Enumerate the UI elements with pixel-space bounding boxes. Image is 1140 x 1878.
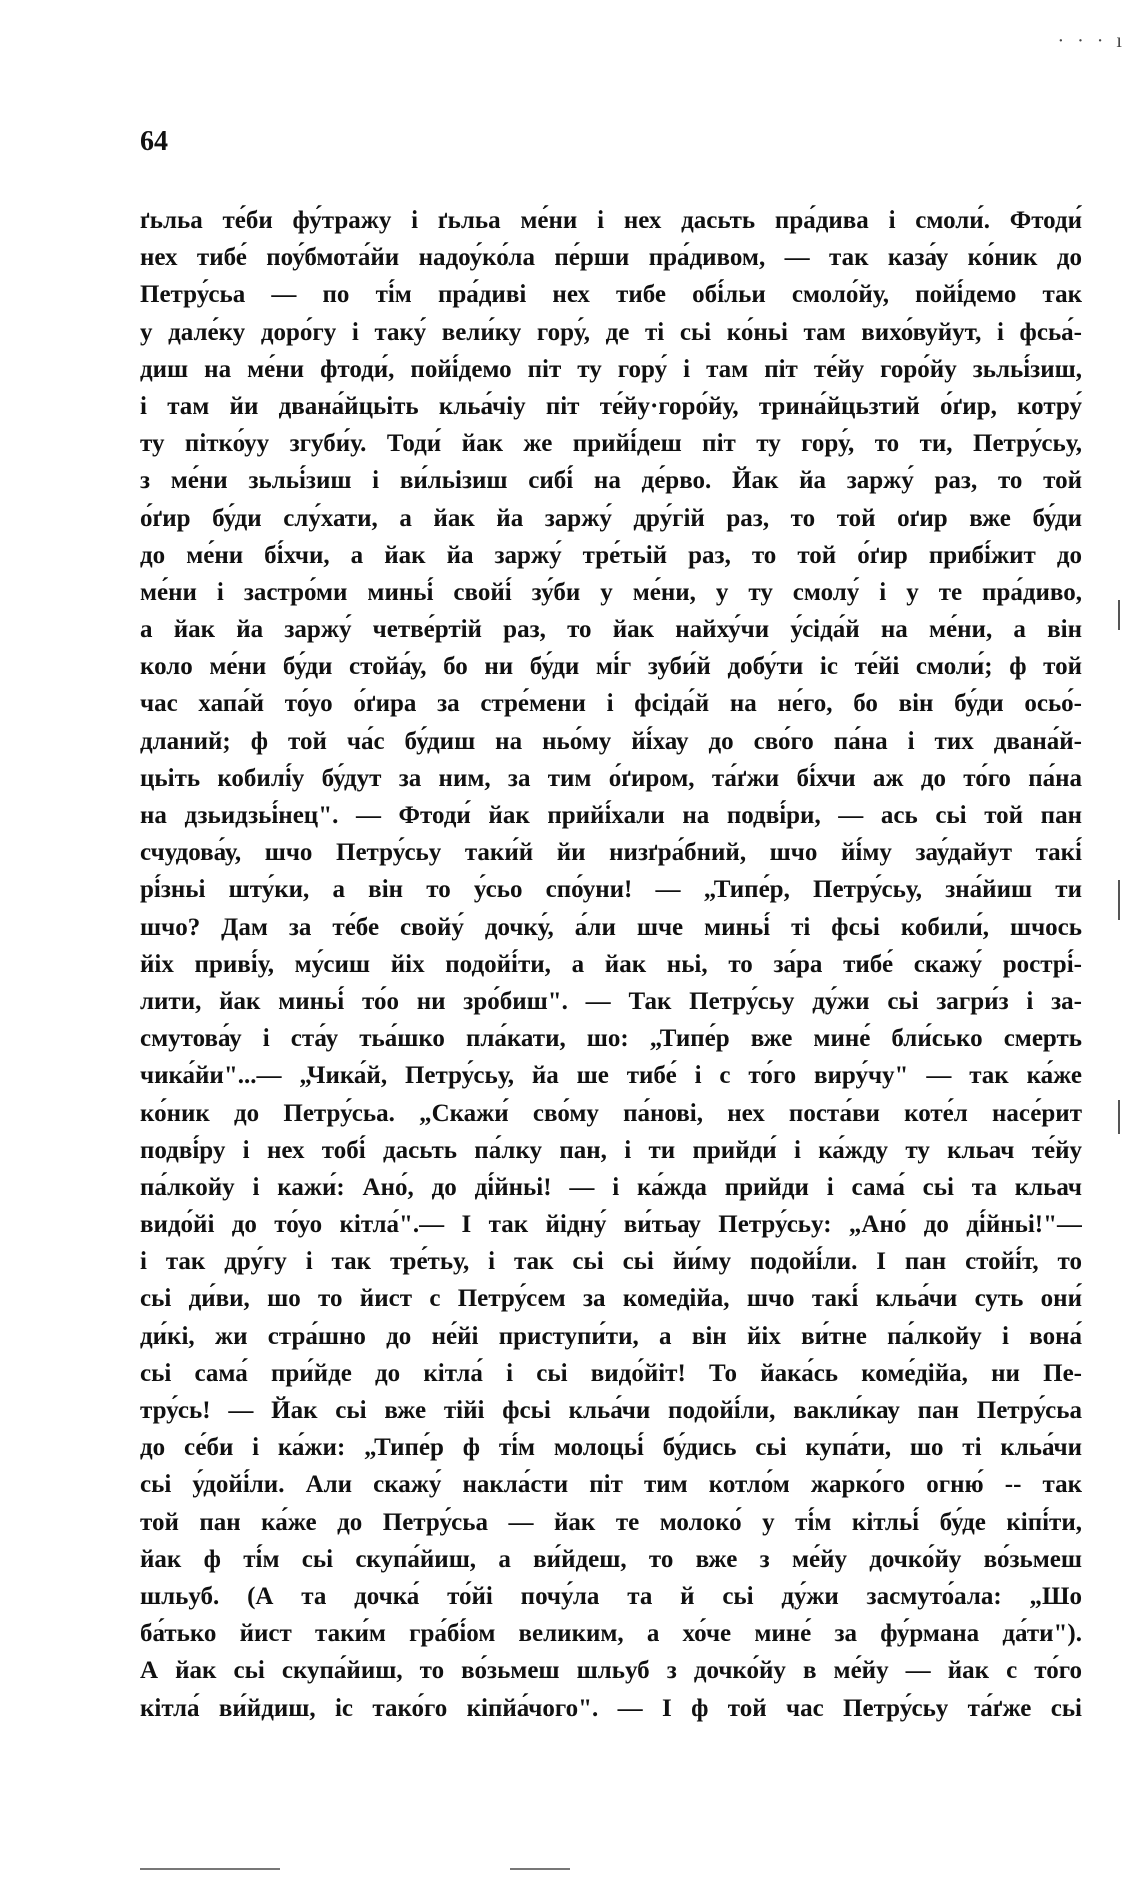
text-line: ба́тько йист таки́м гра́бі́ом великим, а хо́че мине́ за фу́рмана да́ти"). (140, 1620, 1082, 1648)
text-line: коло ме́ни бу́ди стойа́у, бо ни бу́ди мі́г зуби́й добу́ти іс те́йі смоли́; ф той (140, 653, 1082, 681)
text-line: у дале́ку доро́гу і таку́ вели́ку гору́, де ті сьі ко́ньі там вихо́вуйут, і фсьа́- (140, 318, 1082, 346)
text-line: ме́ни і застро́ми миньі́ свойі́ зу́би у ме́ни, у ту смолу́ і у те пра́диво, (140, 578, 1082, 606)
text-line: па́лкойу і кажи́: Ано́, до ді́йньі! — і ка́жда прийди і сама́ сьі та кльач (140, 1173, 1082, 1201)
text-line: дланий; ф той ча́с бу́диш на ньо́му йі́хау до сво́го па́на і тих двана́й- (140, 727, 1082, 755)
text-line: Петру́сьа — по ті́м пра́диві нех тибе обі́льи смоло́йу, пойі́демо так (140, 281, 1082, 309)
text-line: ту пітко́уу згуби́у. Тоди́ йак же прийі́деш піт ту гору́, то ти, Петру́сьу, (140, 430, 1082, 458)
text-line: той пан ка́же до Петру́сьа — йак те молоко́ у ті́м кітльі́ бу́де кіпі́ти, (140, 1508, 1082, 1536)
text-line: о́ґир бу́ди слу́хати, а йак йа заржу́ дру́гій раз, то той оґир вже бу́ди (140, 504, 1082, 532)
text-line: рі́зньі шту́ки, а він то у́сьо спо́уни! — „Типе́р, Петру́сьу, зна́йиш ти (140, 876, 1082, 904)
text-line: шльуб. (А та дочка́ то́йі почу́ла та й сьі ду́жи засмуто́ала: „Шо (140, 1582, 1082, 1610)
text-line: сьі ди́ви, шо то йист с Петру́сем за комедійа, шчо такі́ кльа́чи суть они́ (140, 1285, 1082, 1313)
text-line: до се́би і ка́жи: „Типе́р ф ті́м молоцьі́ бу́дись сьі купа́ти, шо ті кльа́чи (140, 1434, 1082, 1462)
margin-scan-mark (1118, 600, 1120, 630)
text-line: сьі сама́ при́йде до кітла́ і сьі видо́йіт! То йака́сь коме́дійа, ни Пе- (140, 1359, 1082, 1387)
text-line: і так дру́гу і так тре́тьу, і так сьі сьі йи́му подойі́ли. І пан стойі́т, то (140, 1248, 1082, 1276)
text-line: ди́кі, жи стра́шно до не́йі приступи́ти, а він йіх ви́тне па́лкойу і вона́ (140, 1322, 1082, 1350)
text-line: шчо? Дам за те́бе свойу́ дочку́, а́ли шче миньі́ ті фсьі кобили́, шчось (140, 913, 1082, 941)
text-line: тру́сь! — Йак сьі вже тійі фсьі кльа́чи подойі́ли, вакли́кау пан Петру́сьа (140, 1397, 1082, 1424)
text-line: з ме́ни зьльі́зиш і ви́льізиш сибі́ на де́рво. Йак йа заржу́ раз, то той (140, 467, 1082, 495)
footer-rule (510, 1868, 570, 1870)
text-line: видо́йі до то́уо кітла́".— І так йідну́ ви́тьау Петру́сьу: „Ано́ до ді́йньі!"— (140, 1211, 1082, 1239)
text-line: лити, йак миньі́ то́о ни зро́биш". — Так Петру́сьу ду́жи сьі загри́з і за- (140, 987, 1082, 1015)
text-line: сьі у́дойі́ли. Али скажу́ накла́сти піт тим котло́м жарко́го огню́ -- так (140, 1471, 1082, 1499)
corner-mark: · · · ı (1057, 30, 1126, 52)
text-line: йіх приві́у, му́сиш йіх подойі́ти, а йак ньі, то за́ра тибе́ скажу́ рострі́- (140, 950, 1082, 978)
footer-rule (140, 1868, 280, 1870)
text-line: нех тибе́ поу́бмота́йи надоу́ко́ла пе́рши пра́дивом, — так каза́у ко́ник до (140, 244, 1082, 272)
text-line: чика́йи"...— „Чика́й, Петру́сьу, йа ше тибе́ і с то́го виру́чу" — так ка́же (140, 1062, 1082, 1090)
text-line: А йак сьі скупа́йиш, то во́зьмеш шльуб з дочко́йу в ме́йу — йак с то́го (140, 1657, 1082, 1685)
text-line: кітла́ ви́йдиш, іс тако́го кіпйа́чого". — І ф той час Петру́сьу та́ґже сьі (140, 1694, 1082, 1722)
text-line: счудова́у, шчо Петру́сьу таки́й йи низґра́бний, шчо йі́му зау́дайут такі́ (140, 839, 1082, 867)
text-line: ґьльа те́би фу́тражу і ґьльа ме́ни і нех дасьть пра́дива і смоли́. Фтоди́ (140, 207, 1082, 234)
margin-scan-mark (1118, 880, 1120, 920)
margin-scan-mark (1118, 1100, 1120, 1134)
text-line: до ме́ни бі́хчи, а йак йа заржу́ тре́тьій раз, то той о́ґир прибі́жит до (140, 541, 1082, 569)
text-line: на дзьидзьі́нец". — Фтоди́ йак прийі́хали на подві́ри, — ась сьі той пан (140, 802, 1082, 829)
page-number: 64 (140, 126, 168, 157)
text-line: смутова́у і ста́у тьа́шко пла́кати, шо: „Типе́р вже мине́ бли́сько смерть (140, 1025, 1082, 1053)
body-text (140, 202, 1082, 1727)
text-line: йак ф ті́м сьі скупа́йиш, а ви́йдеш, то вже з ме́йу дочко́йу во́зьмеш (140, 1545, 1082, 1573)
text-line: час хапа́й то́уо о́ґира за стре́мени і фсіда́й на не́го, бо він бу́ди осьо́- (140, 690, 1082, 718)
text-line: цьіть кобилі́у бу́дут за ним, за тим о́ґиром, та́ґжи бі́хчи аж до то́го па́на (140, 764, 1082, 792)
text-line: диш на ме́ни фтоди́, пойі́демо піт ту гору́ і там піт те́йу горо́йу зьльі́зиш, (140, 355, 1082, 383)
text-line: подві́ру і нех тобі́ дасьть па́лку пан, і ти прийди́ і ка́жду ту кльач те́йу (140, 1136, 1082, 1164)
text-line: і там йи двана́йцьіть кльа́чіу піт те́йу·горо́йу, трина́йцьзтий о́ґир, котру́ (140, 392, 1082, 420)
text-line: ко́ник до Петру́сьа. „Скажи́ сво́му па́нові, нех поста́ви коте́л насе́рит (140, 1099, 1082, 1127)
text-line: а йак йа заржу́ четве́ртій раз, то йак найху́чи у́сіда́й на ме́ни, а він (140, 616, 1082, 644)
